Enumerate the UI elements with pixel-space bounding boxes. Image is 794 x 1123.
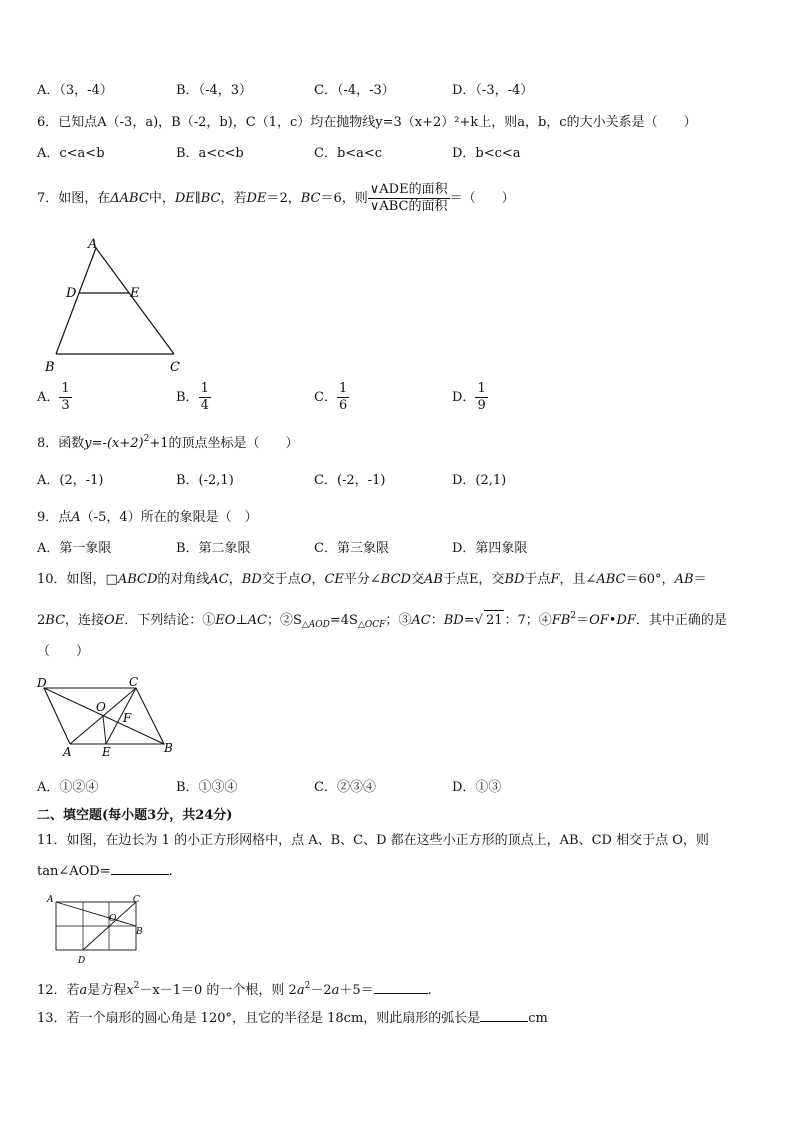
q10-option-c: C．②③④ xyxy=(314,780,376,795)
q10-label-o: O xyxy=(96,700,106,714)
q10-line-3: （ ） xyxy=(37,644,90,659)
q10-parallelogram-figure xyxy=(34,674,184,760)
q6-option-d: D．b<c<a xyxy=(452,146,521,161)
q10-segment-oe xyxy=(103,716,106,744)
q9-option-c: C．第三象限 xyxy=(314,541,389,556)
q11-grid-figure xyxy=(44,894,154,966)
q8-option-d: D．(2,1) xyxy=(452,473,507,488)
q7-stem: 7．如图，在ΔABC中，DE∥BC，若DE＝2，BC＝6，则 $\frac{\text{∨ADE的面积}}{\text{∨ABC的面积}}$ ＝（ ） xyxy=(37,182,515,214)
q11-line-1: 11．如图，在边长为 1 的小正方形网格中，点 A、B、C、D 都在这些小正方形的顶点上，AB、CD 相交于点 O，则 xyxy=(37,833,709,848)
q10-label-f: F xyxy=(123,711,132,725)
q6-option-b: B．a<c<b xyxy=(176,146,244,161)
q7-option-b: B． $\frac{1}{4}$ xyxy=(176,381,209,413)
q13-answer-blank[interactable] xyxy=(480,1009,528,1022)
q9-option-d: D．第四象限 xyxy=(452,541,528,556)
q5-option-b: B．（-4，3） xyxy=(176,83,252,98)
q7-label-b: B xyxy=(45,360,55,375)
section-2-heading: 二、填空题(每小题3分，共24分) xyxy=(37,808,233,823)
q11-answer-blank[interactable] xyxy=(111,862,169,875)
q7-label-e: E xyxy=(130,286,140,301)
q12-answer-blank[interactable] xyxy=(374,981,428,994)
q11-label-o: O xyxy=(109,914,117,924)
q7-option-a: A． $\frac{1}{3}$ xyxy=(37,381,70,413)
q8-option-a: A．(2，-1) xyxy=(37,473,104,488)
q10-label-b: B xyxy=(164,741,173,755)
q8-option-c: C．(-2，-1) xyxy=(314,473,386,488)
q10-label-c: C xyxy=(129,675,139,689)
q11-line-2: tan∠AOD= . xyxy=(37,864,173,879)
q11-label-c: C xyxy=(133,895,140,905)
q10-label-a: A xyxy=(63,745,72,759)
q11-label-a: A xyxy=(47,895,54,905)
q7-side-ac xyxy=(96,248,174,354)
q6-stem: 6．已知点A（-3，a)，B（-2，b)，C（1，c）均在抛物线y=3（x+2）²+k上，则a，b，c的大小关系是（ ） xyxy=(37,115,697,130)
q10-option-d: D．①③ xyxy=(452,780,502,795)
q6-option-a: A．c<a<b xyxy=(37,146,105,161)
q7-label-d: D xyxy=(66,286,77,301)
q10-option-a: A．①②④ xyxy=(37,780,99,795)
q11-label-d: D xyxy=(78,956,86,966)
q10-segment-ce xyxy=(106,688,136,744)
q5-option-c: C．（-4，-3） xyxy=(314,83,395,98)
q9-stem: 9．点A（-5，4）所在的象限是（ ） xyxy=(37,510,258,525)
q11-segment-ab xyxy=(56,902,136,926)
q7-option-d: D． $\frac{1}{9}$ xyxy=(452,381,486,413)
q5-option-a: A．（3，-4） xyxy=(37,83,113,98)
q10-label-d: D xyxy=(37,676,47,690)
q10-line-1: 10．如图，□ABCD的对角线AC，BD交于点O，CE平分∠BCD交AB于点E，交BD于点F，且∠ABC＝60°，AB＝ xyxy=(37,572,707,587)
q5-option-d: D．（-3，-4） xyxy=(452,83,534,98)
q7-side-ab xyxy=(56,248,96,354)
q7-triangle-figure xyxy=(40,236,200,376)
q7-label-c: C xyxy=(170,360,180,375)
q9-option-a: A．第一象限 xyxy=(37,541,112,556)
q7-option-c: C． $\frac{1}{6}$ xyxy=(314,381,348,413)
q12-stem: 12．若a是方程$x^2-x-1=0$ 的一个根，则 $2a^2-2a+5=$ . xyxy=(37,981,432,998)
q11-label-b: B xyxy=(136,927,143,937)
q10-option-b: B．①③④ xyxy=(176,780,238,795)
q13-stem: 13．若一个扇形的圆心角是 120°，且它的半径是 18cm，则此扇形的弧长是 cm xyxy=(37,1011,548,1026)
q10-line-2: 2BC，连接OE．下列结论：①EO⊥AC；$②S_{\triangle AOD}=4S_{\triangle OCF}$；③AC：BD=√ 21 ：7；$④FB^2=OF•DF$．其中正确的是 xyxy=(37,611,727,630)
q6-option-c: C．b<a<c xyxy=(314,146,383,161)
q9-option-b: B．第二象限 xyxy=(176,541,251,556)
q10-label-e: E xyxy=(102,745,111,759)
q7-area-fraction: $\frac{\text{∨ADE的面积}}{\text{∨ABC的面积}}$ xyxy=(369,182,448,214)
q10-diagonal-bd xyxy=(44,688,164,744)
q7-label-a: A xyxy=(88,237,98,252)
q8-option-b: B．(-2,1) xyxy=(176,473,234,488)
q8-stem: 8．函数$y=-(x+2)^2+1$的顶点坐标是（ ） xyxy=(37,434,299,451)
